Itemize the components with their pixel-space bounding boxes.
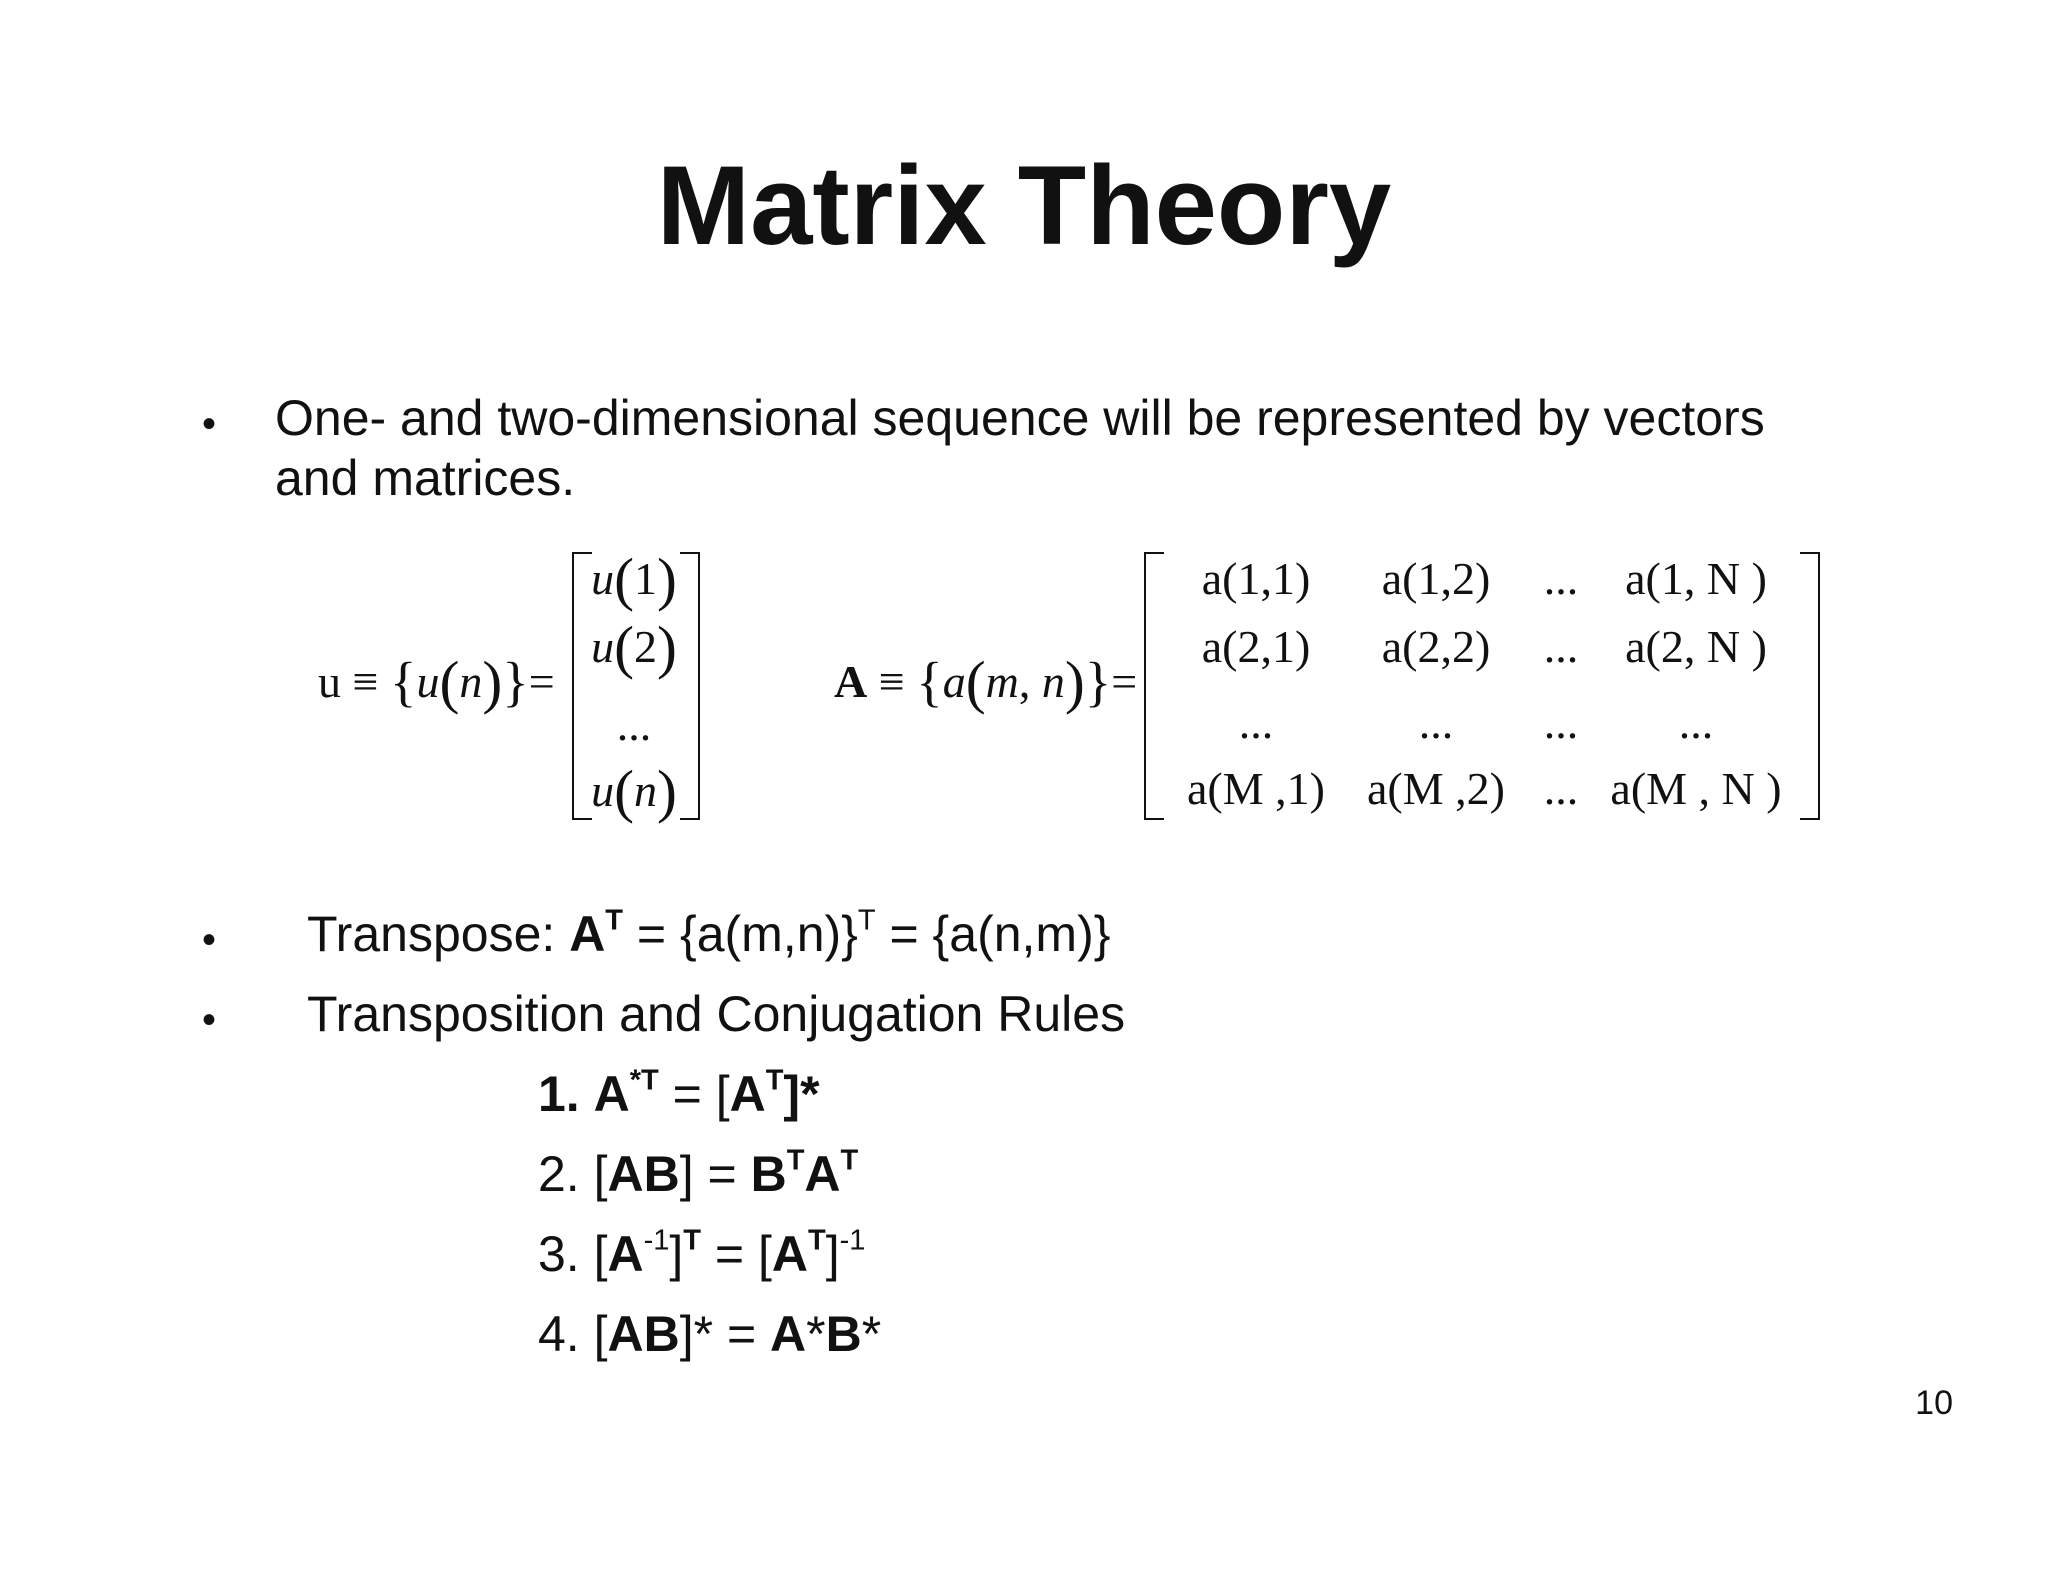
slide-title: Matrix Theory <box>656 143 1392 268</box>
matrix-cell-3-3: ... <box>1543 697 1579 748</box>
matrix-cell-1-4: a(1, N ) <box>1625 553 1767 604</box>
matrix-cell-4-3: ... <box>1543 763 1579 814</box>
matrix-cell-2-4: a(2, N ) <box>1625 621 1767 672</box>
vector-entry-1: u(1) <box>591 545 677 612</box>
vector-entry-ellipsis: ... <box>616 699 652 750</box>
rule-4: 4. [AB]* = A*B* <box>538 1306 882 1362</box>
rule-1: 1. $A^{*T} = [A^T]*$ <box>538 1064 820 1122</box>
matrix-cell-4-4: a(M , N ) <box>1610 763 1782 814</box>
matrix-cell-2-1: a(2,1) <box>1201 621 1311 672</box>
matrix-left-bracket <box>1144 552 1164 820</box>
rule-2: 2. $[AB] = B^TA^T$ <box>538 1144 859 1202</box>
vector-entry-2: u(2) <box>591 613 677 680</box>
matrix-cell-2-2: a(2,2) <box>1381 621 1491 672</box>
matrix-cell-4-1: a(M ,1) <box>1187 763 1325 814</box>
matrix-equation-lhs: A ≡ {a(m, n)}= <box>834 648 1138 715</box>
matrix-cell-1-1: a(1,1) <box>1201 553 1311 604</box>
rules-heading: Transposition and Conjugation Rules <box>307 986 1126 1042</box>
matrix-cell-4-2: a(M ,2) <box>1367 763 1505 814</box>
matrix-cell-3-2: ... <box>1418 697 1454 748</box>
matrix-cell-1-3: ... <box>1543 553 1579 604</box>
vector-entry-n: u(n) <box>591 757 677 824</box>
transpose-definition: Transpose: $A^T = \{a(m,n)\}^T = \{a(n,m)\}$ <box>307 904 1111 962</box>
vector-right-bracket <box>680 552 700 820</box>
vector-equation-lhs: u ≡ {u(n)}= <box>318 648 555 715</box>
matrix-right-bracket <box>1800 552 1820 820</box>
bullet-1-line-1: One- and two-dimensional sequence will be represented by vectors <box>275 390 1765 446</box>
page-number: 10 <box>1915 1384 1953 1422</box>
bullet-1-line-2: and matrices. <box>275 450 576 506</box>
matrix-cell-1-2: a(1,2) <box>1381 553 1491 604</box>
bullet-marker: • <box>202 918 217 962</box>
bullet-marker: • <box>202 998 217 1042</box>
matrix-cell-3-4: ... <box>1678 697 1714 748</box>
matrix-cell-3-1: ... <box>1238 697 1274 748</box>
bullet-marker: • <box>202 402 217 446</box>
rule-3: 3. $[A^{-1}]^T = [A^T]^{-1}$ <box>538 1224 866 1282</box>
matrix-cell-2-3: ... <box>1543 621 1579 672</box>
